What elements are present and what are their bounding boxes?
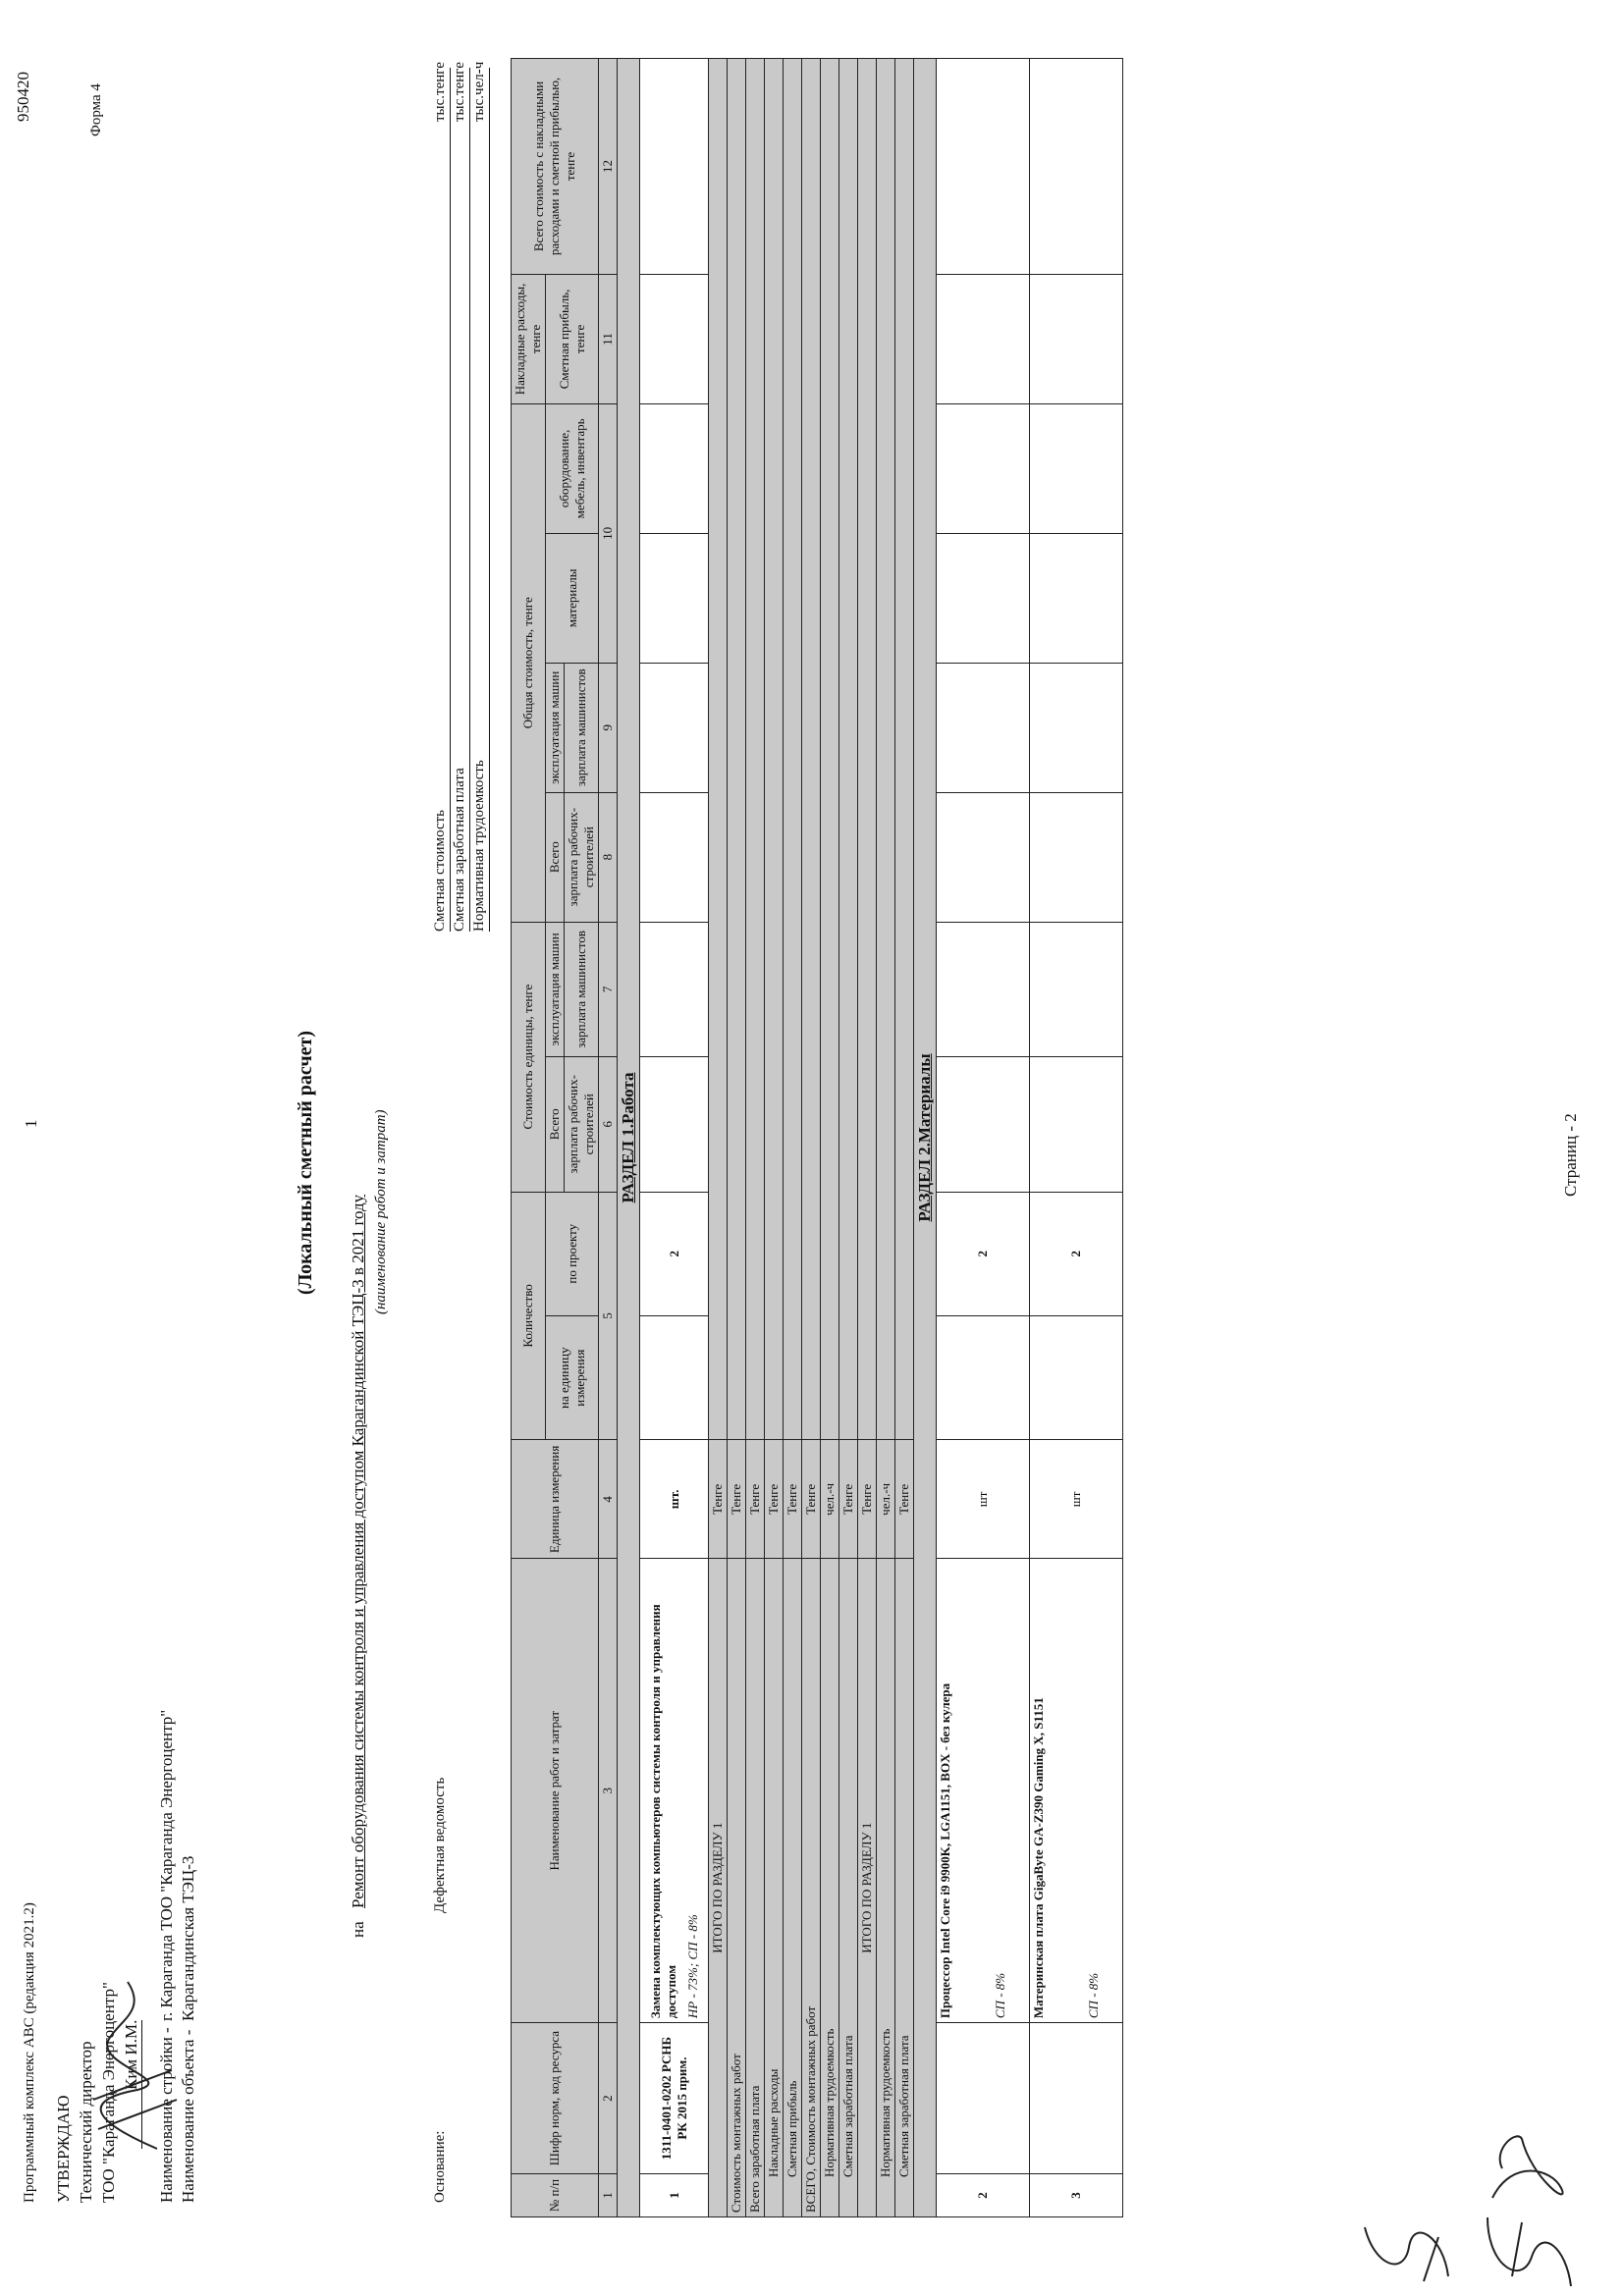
row2-qty: 2 (937, 1192, 1030, 1315)
itogo-row: Нормативная трудоемкость (821, 1559, 839, 2217)
itogo-row: Всего заработная плата (746, 1559, 765, 2217)
signature-bottom-1 (1355, 2208, 1463, 2296)
th-unit-total: Всего (546, 1057, 565, 1192)
row1-code: 1311-0401-0202 РСНБ РК 2015 прим. (640, 2023, 709, 2174)
section-2-title: РАЗДЕЛ 2.Материалы (914, 59, 937, 2217)
row2-name-text: Процессор Intel Core i9 9900K, LGA1151, BOX - без кулера (938, 1682, 952, 2019)
th-qty-proj: по проекту (546, 1192, 599, 1315)
th-qty-unit: на единицу измерения (546, 1315, 599, 1439)
approve-org: ТОО "Караганда Энергоцентр" (99, 1982, 118, 2203)
itogo-row: Стоимость монтажных работ (728, 1559, 746, 2217)
itogo-row: Сметная прибыль (784, 1559, 802, 2217)
basis-value: Дефектная ведомость (432, 1777, 448, 1913)
th-code: Шифр норм, код ресурса (512, 2023, 599, 2174)
th-unitcost: Стоимость единицы, тенге (512, 922, 546, 1192)
col-num: 7 (599, 922, 618, 1056)
signature-margin (1473, 2119, 1581, 2217)
col-num: 2 (599, 2023, 618, 2174)
th-tot-machw: зарплата машинистов (565, 663, 599, 792)
approve-name: Ким И.М. (122, 2020, 142, 2149)
itogo-unit: Тенге (802, 1440, 821, 1559)
row1-no: 1 (640, 2174, 709, 2217)
itogo-unit: чел.-ч (877, 1440, 895, 1559)
th-tot-total: Всего (546, 792, 565, 922)
site-value: г. Караганда ТОО "Караганда Энергоцентр" (157, 1709, 176, 2021)
row2-no: 2 (937, 2174, 1030, 2217)
itogo-row: Накладные расходы (765, 1559, 784, 2217)
col-num: 3 (599, 1559, 618, 2023)
th-unit-wages: зарплата рабочих-строителей (565, 1057, 599, 1192)
on-label: на (349, 1921, 367, 1938)
row1-name-text: Замена комплектующих компьютеров системы контроля и управления доступом (647, 1604, 678, 2019)
page-footer: Страниц - 2 (1561, 1113, 1580, 1197)
th-overhead: Накладные расходы, тенге (512, 274, 546, 403)
object-label: Наименование объекта - (179, 2029, 197, 2203)
signature-director (79, 1962, 187, 2159)
col-num: 10 (599, 403, 618, 663)
signature-bottom-2 (1473, 2208, 1581, 2296)
doc-title: (Локальный сметный расчет) (295, 1030, 316, 1295)
row1-note: НР - 73%; СП - 8% (684, 1914, 700, 2019)
itogo-row: ИТОГО ПО РАЗДЕЛУ 1 (858, 1559, 877, 2217)
col-num: 11 (599, 274, 618, 403)
col-num: 8 (599, 792, 618, 922)
work-title: Ремонт оборудования системы контроля и управления доступом Карагандинской ТЭЦ-3 в 2021 году (349, 1194, 367, 1908)
col-num: 9 (599, 663, 618, 792)
row2-unit: шт (937, 1440, 1030, 1559)
itogo-unit: Тенге (839, 1440, 858, 1559)
th-name: Наименование работ и затрат (512, 1559, 599, 2023)
th-unit-machw: зарплата машинистов (565, 922, 599, 1056)
summary-label-1: Сметная стоимость (432, 809, 448, 932)
site-label: Наименование стройки - (157, 2027, 176, 2203)
row1-qty: 2 (640, 1192, 709, 1315)
section-1-title: РАЗДЕЛ 1.Работа (618, 59, 640, 2217)
col-num: 5 (599, 1192, 618, 1440)
row2-name (937, 1559, 1030, 2023)
itogo-header: ИТОГО ПО РАЗДЕЛУ 1 (709, 1559, 728, 2217)
row3-name-text: Материнская плата GigaByte GA-Z390 Gaming X, S1151 (1031, 1697, 1046, 2019)
basis-label: Основание: (432, 2130, 448, 2203)
approve-title: УТВЕРЖДАЮ (54, 2095, 73, 2203)
th-no: № п/п (512, 2174, 599, 2217)
col-num: 6 (599, 1057, 618, 1192)
row2-note: СП - 8% (993, 1972, 1007, 2019)
work-hint: (наименование работ и затрат) (373, 1109, 389, 1314)
itogo-unit: Тенге (858, 1440, 877, 1559)
col-num: 12 (599, 59, 618, 275)
itogo-unit: чел.-ч (821, 1440, 839, 1559)
itogo-row: ВСЕГО, Стоимость монтажных работ (802, 1559, 821, 2217)
th-totcost: Общая стоимость, тенге (512, 403, 546, 922)
th-tot-mach: эксплуатация машин (546, 663, 565, 792)
row1-name (640, 1559, 709, 2023)
row3-note: СП - 8% (1086, 1972, 1101, 2019)
itogo-row: Сметная заработная плата (839, 1559, 858, 2217)
itogo-unit: Тенге (765, 1440, 784, 1559)
doc-code: 950420 (14, 72, 32, 122)
estimate-table (511, 58, 1123, 2217)
approve-position: Технический директор (77, 2041, 95, 2203)
row3-unit: шт (1030, 1440, 1123, 1559)
col-num: 4 (599, 1440, 618, 1559)
th-materials: материалы (546, 533, 599, 663)
itogo-unit: Тенге (895, 1440, 914, 1559)
summary-unit-2: тыс.тенге (452, 62, 467, 122)
itogo-unit: Тенге (728, 1440, 746, 1559)
summary-label-2: Сметная заработная плата (452, 768, 467, 932)
col-num: 1 (599, 2174, 618, 2217)
th-unit: Единица измерения (512, 1440, 599, 1559)
form-label: Форма 4 (88, 83, 104, 136)
summary-label-3: Нормативная трудоемкость (471, 760, 487, 932)
itogo-unit: Тенге (746, 1440, 765, 1559)
row3-qty: 2 (1030, 1192, 1123, 1315)
th-tot-wages: зарплата рабочих-строителей (565, 792, 599, 922)
row3-name (1030, 1559, 1123, 2023)
row1-qty-unit (640, 1315, 709, 1439)
summary-unit-3: тыс.чел-ч (471, 61, 487, 122)
th-profit: Сметная прибыль, тенге (546, 274, 599, 403)
object-value: Карагандинская ТЭЦ-3 (179, 1855, 197, 2021)
row1-unit: шт. (640, 1440, 709, 1559)
itogo-header-unit: Тенге (709, 1440, 728, 1559)
itogo-row: Нормативная трудоемкость (877, 1559, 895, 2217)
th-grand: Всего стоимость с накладными расходами и сметной прибылью, тенге (512, 59, 599, 275)
itogo-unit: Тенге (784, 1440, 802, 1559)
page-number: 1 (22, 1119, 40, 1128)
th-unit-mach: эксплуатация машин (546, 922, 565, 1056)
th-qty: Количество (512, 1192, 546, 1440)
summary-unit-1: тыс.тенге (432, 62, 448, 122)
itogo-row: Сметная заработная плата (895, 1559, 914, 2217)
software-label: Программный комплекс АВС (редакция 2021.2) (22, 1902, 37, 2203)
row3-no: 3 (1030, 2174, 1123, 2217)
th-equip: оборудование, мебель, инвентарь (546, 403, 599, 533)
